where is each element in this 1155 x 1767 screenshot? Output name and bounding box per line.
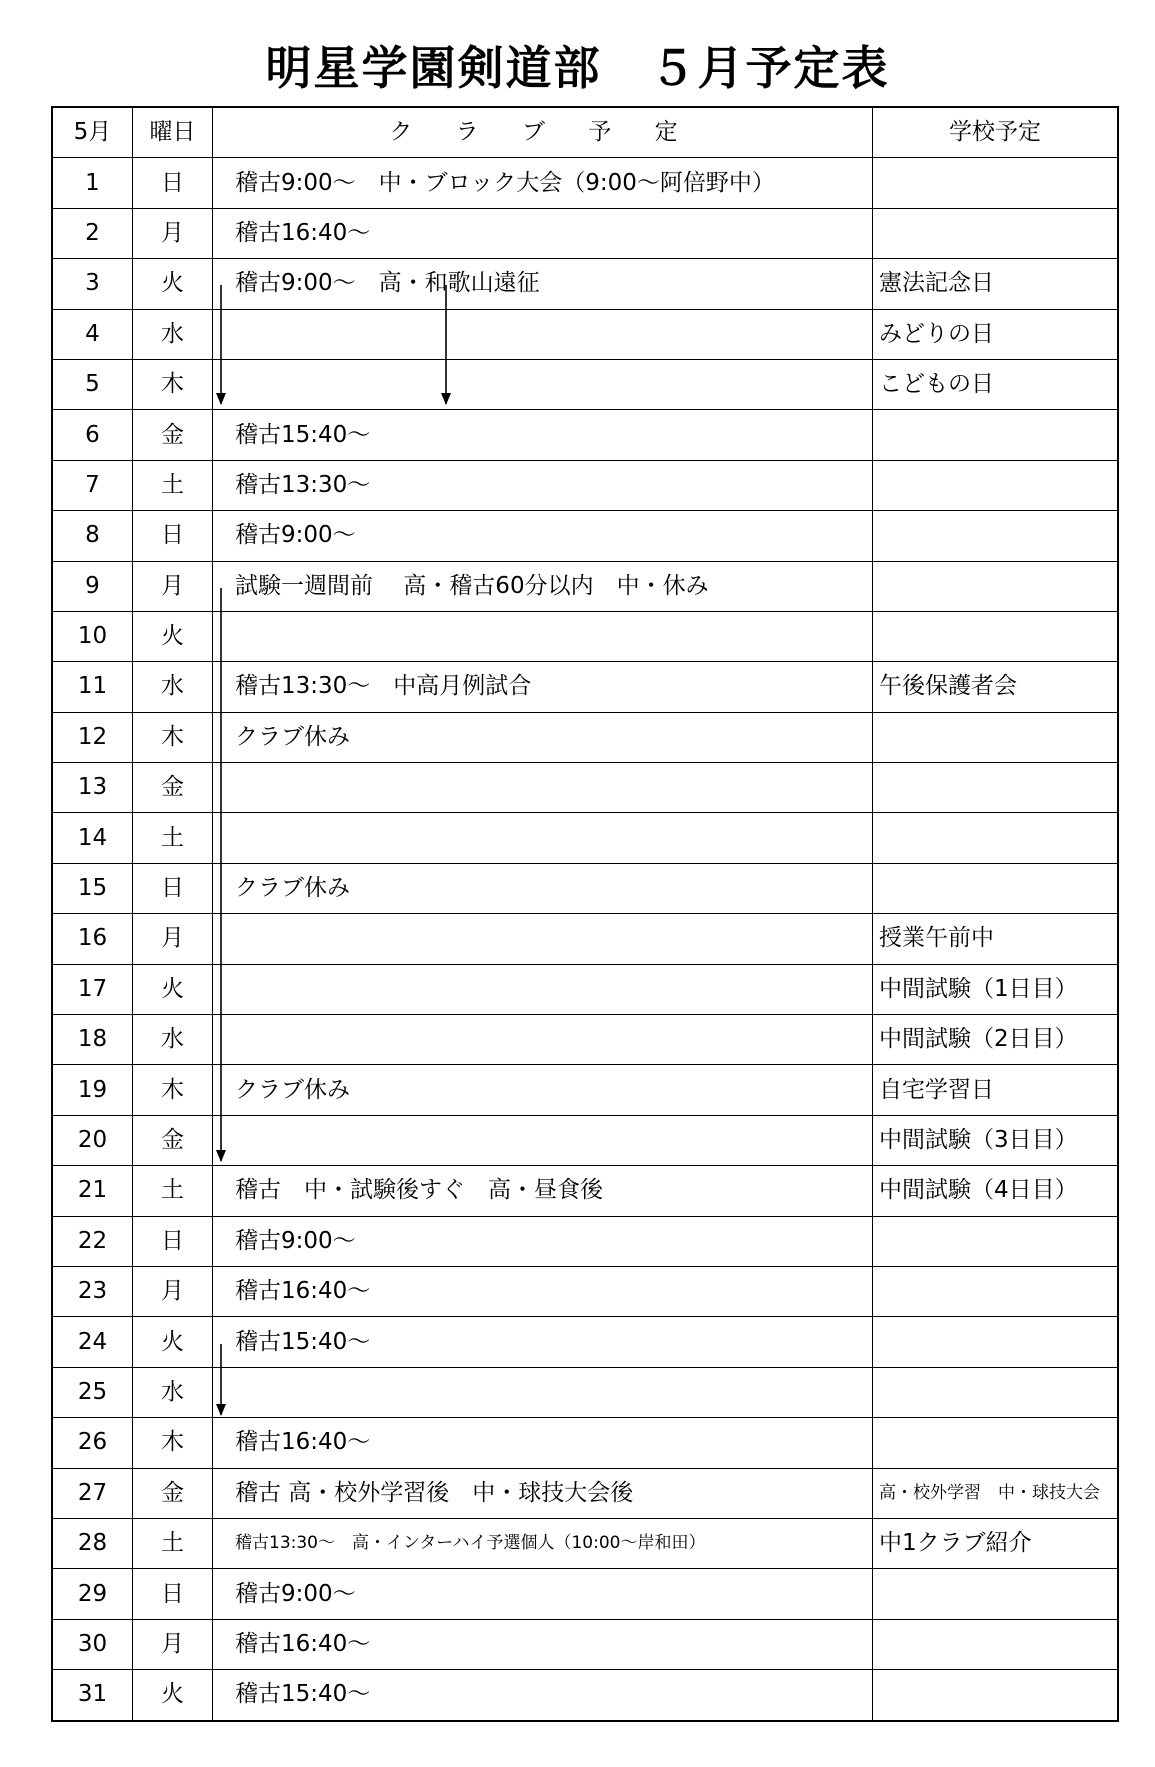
row-date: 8 [52,511,133,561]
row-date: 5 [52,359,133,409]
row-date: 6 [52,410,133,460]
schedule-row [52,460,1118,510]
row-club-schedule [213,611,873,661]
row-school-schedule [873,1418,1119,1468]
row-dow: 水 [133,662,213,712]
row-dow: 木 [133,1065,213,1115]
row-school-schedule [873,460,1119,510]
schedule-row [52,611,1118,661]
row-club-schedule: 稽古13:30～ [213,460,873,510]
row-date: 3 [52,259,133,309]
row-dow: 土 [133,1518,213,1568]
schedule-row [52,1317,1118,1367]
schedule-row [52,561,1118,611]
row-dow: 月 [133,1266,213,1316]
row-school-schedule [873,561,1119,611]
schedule-row [52,1619,1118,1669]
row-school-schedule: 中1クラブ紹介 [873,1518,1119,1568]
row-club-schedule: 稽古16:40～ [213,208,873,258]
row-club-schedule: 稽古16:40～ [213,1619,873,1669]
row-date: 31 [52,1670,133,1721]
row-date: 22 [52,1216,133,1266]
schedule-row [52,259,1118,309]
row-dow: 日 [133,1216,213,1266]
row-date: 28 [52,1518,133,1568]
row-dow: 火 [133,1670,213,1721]
row-dow: 木 [133,359,213,409]
row-dow: 水 [133,1367,213,1417]
schedule-row [52,914,1118,964]
row-club-schedule [213,309,873,359]
row-school-schedule [873,1367,1119,1417]
row-date: 20 [52,1115,133,1165]
row-date: 2 [52,208,133,258]
schedule-row [52,309,1118,359]
row-club-schedule [213,1367,873,1417]
row-school-schedule [873,763,1119,813]
row-date: 30 [52,1619,133,1669]
row-club-schedule: 稽古13:30～ 中高月例試合 [213,662,873,712]
schedule-body [52,158,1118,1721]
header-school: 学校予定 [873,107,1119,158]
row-school-schedule [873,208,1119,258]
row-dow: 金 [133,1115,213,1165]
row-club-schedule: 稽古9:00～ [213,1569,873,1619]
schedule-row [52,1166,1118,1216]
row-date: 7 [52,460,133,510]
row-date: 12 [52,712,133,762]
row-dow: 土 [133,813,213,863]
row-school-schedule: みどりの日 [873,309,1119,359]
row-school-schedule [873,1266,1119,1316]
row-club-schedule [213,964,873,1014]
row-dow: 月 [133,914,213,964]
row-club-schedule: 試験一週間前 高・稽古60分以内 中・休み [213,561,873,611]
row-date: 1 [52,158,133,208]
row-club-schedule: 稽古15:40～ [213,1670,873,1721]
row-date: 11 [52,662,133,712]
row-date: 10 [52,611,133,661]
schedule-row [52,964,1118,1014]
schedule-row [52,712,1118,762]
row-school-schedule [873,1317,1119,1367]
row-date: 18 [52,1015,133,1065]
row-school-schedule: 授業午前中 [873,914,1119,964]
row-dow: 日 [133,1569,213,1619]
schedule-row [52,1015,1118,1065]
row-dow: 金 [133,410,213,460]
row-school-schedule [873,511,1119,561]
schedule-row [52,1670,1118,1721]
schedule-row [52,1266,1118,1316]
row-dow: 水 [133,309,213,359]
row-dow: 日 [133,863,213,913]
row-club-schedule: 稽古9:00～ 高・和歌山遠征 [213,259,873,309]
row-club-schedule [213,359,873,409]
schedule-row [52,511,1118,561]
row-club-schedule: クラブ休み [213,1065,873,1115]
row-date: 9 [52,561,133,611]
row-club-schedule: 稽古13:30～ 高・インターハイ予選個人（10:00～岸和田） [213,1518,873,1568]
row-school-schedule: こどもの日 [873,359,1119,409]
row-school-schedule [873,863,1119,913]
row-date: 15 [52,863,133,913]
row-date: 4 [52,309,133,359]
row-date: 13 [52,763,133,813]
row-date: 26 [52,1418,133,1468]
row-school-schedule: 午後保護者会 [873,662,1119,712]
row-club-schedule [213,1115,873,1165]
row-club-schedule [213,914,873,964]
row-dow: 水 [133,1015,213,1065]
row-dow: 火 [133,259,213,309]
row-date: 27 [52,1468,133,1518]
row-club-schedule: 稽古9:00～ 中・ブロック大会（9:00～阿倍野中） [213,158,873,208]
header-date: 5月 [52,107,133,158]
row-school-schedule [873,1619,1119,1669]
row-date: 29 [52,1569,133,1619]
schedule-row [52,208,1118,258]
row-club-schedule: 稽古 高・校外学習後 中・球技大会後 [213,1468,873,1518]
row-dow: 火 [133,964,213,1014]
row-school-schedule [873,1670,1119,1721]
row-school-schedule [873,158,1119,208]
row-date: 17 [52,964,133,1014]
row-school-schedule: 中間試験（1日目） [873,964,1119,1014]
row-dow: 土 [133,1166,213,1216]
row-club-schedule: 稽古 中・試験後すぐ 高・昼食後 [213,1166,873,1216]
row-school-schedule: 中間試験（3日目） [873,1115,1119,1165]
row-dow: 木 [133,712,213,762]
schedule-row [52,1569,1118,1619]
row-school-schedule: 自宅学習日 [873,1065,1119,1115]
row-dow: 金 [133,763,213,813]
row-dow: 金 [133,1468,213,1518]
row-club-schedule [213,813,873,863]
row-dow: 土 [133,460,213,510]
schedule-row [52,662,1118,712]
row-date: 19 [52,1065,133,1115]
schedule-row [52,1065,1118,1115]
header-row [52,107,1118,158]
row-dow: 日 [133,158,213,208]
schedule-row [52,359,1118,409]
row-club-schedule: クラブ休み [213,863,873,913]
header-dow: 曜日 [133,107,213,158]
row-club-schedule: 稽古9:00～ [213,511,873,561]
schedule-table [51,106,1119,1722]
row-club-schedule: クラブ休み [213,712,873,762]
row-date: 24 [52,1317,133,1367]
schedule-row [52,1367,1118,1417]
row-club-schedule: 稽古16:40～ [213,1418,873,1468]
row-dow: 日 [133,511,213,561]
row-dow: 木 [133,1418,213,1468]
row-school-schedule: 高・校外学習 中・球技大会 [873,1468,1119,1518]
row-dow: 月 [133,208,213,258]
row-date: 21 [52,1166,133,1216]
schedule-row [52,813,1118,863]
page-title: 明星学園剣道部 ５月予定表 [265,41,890,95]
schedule-row [52,1418,1118,1468]
schedule-row [52,763,1118,813]
schedule-row [52,1216,1118,1266]
row-dow: 月 [133,1619,213,1669]
row-school-schedule [873,712,1119,762]
row-date: 16 [52,914,133,964]
row-date: 25 [52,1367,133,1417]
row-school-schedule [873,1569,1119,1619]
row-club-schedule: 稽古15:40～ [213,410,873,460]
row-school-schedule: 中間試験（2日目） [873,1015,1119,1065]
row-date: 23 [52,1266,133,1316]
row-school-schedule [873,410,1119,460]
row-club-schedule [213,1015,873,1065]
row-dow: 月 [133,561,213,611]
row-school-schedule: 憲法記念日 [873,259,1119,309]
schedule-row [52,158,1118,208]
row-school-schedule: 中間試験（4日目） [873,1166,1119,1216]
schedule-row [52,1468,1118,1518]
row-dow: 火 [133,611,213,661]
schedule-row [52,863,1118,913]
row-date: 14 [52,813,133,863]
schedule-row [52,410,1118,460]
row-school-schedule [873,813,1119,863]
schedule-row [52,1518,1118,1568]
row-club-schedule: 稽古16:40～ [213,1266,873,1316]
row-school-schedule [873,1216,1119,1266]
row-dow: 火 [133,1317,213,1367]
row-club-schedule: 稽古9:00～ [213,1216,873,1266]
header-club: ク ラ ブ 予 定 [213,107,873,158]
row-club-schedule [213,763,873,813]
row-club-schedule: 稽古15:40～ [213,1317,873,1367]
schedule-row [52,1115,1118,1165]
row-school-schedule [873,611,1119,661]
